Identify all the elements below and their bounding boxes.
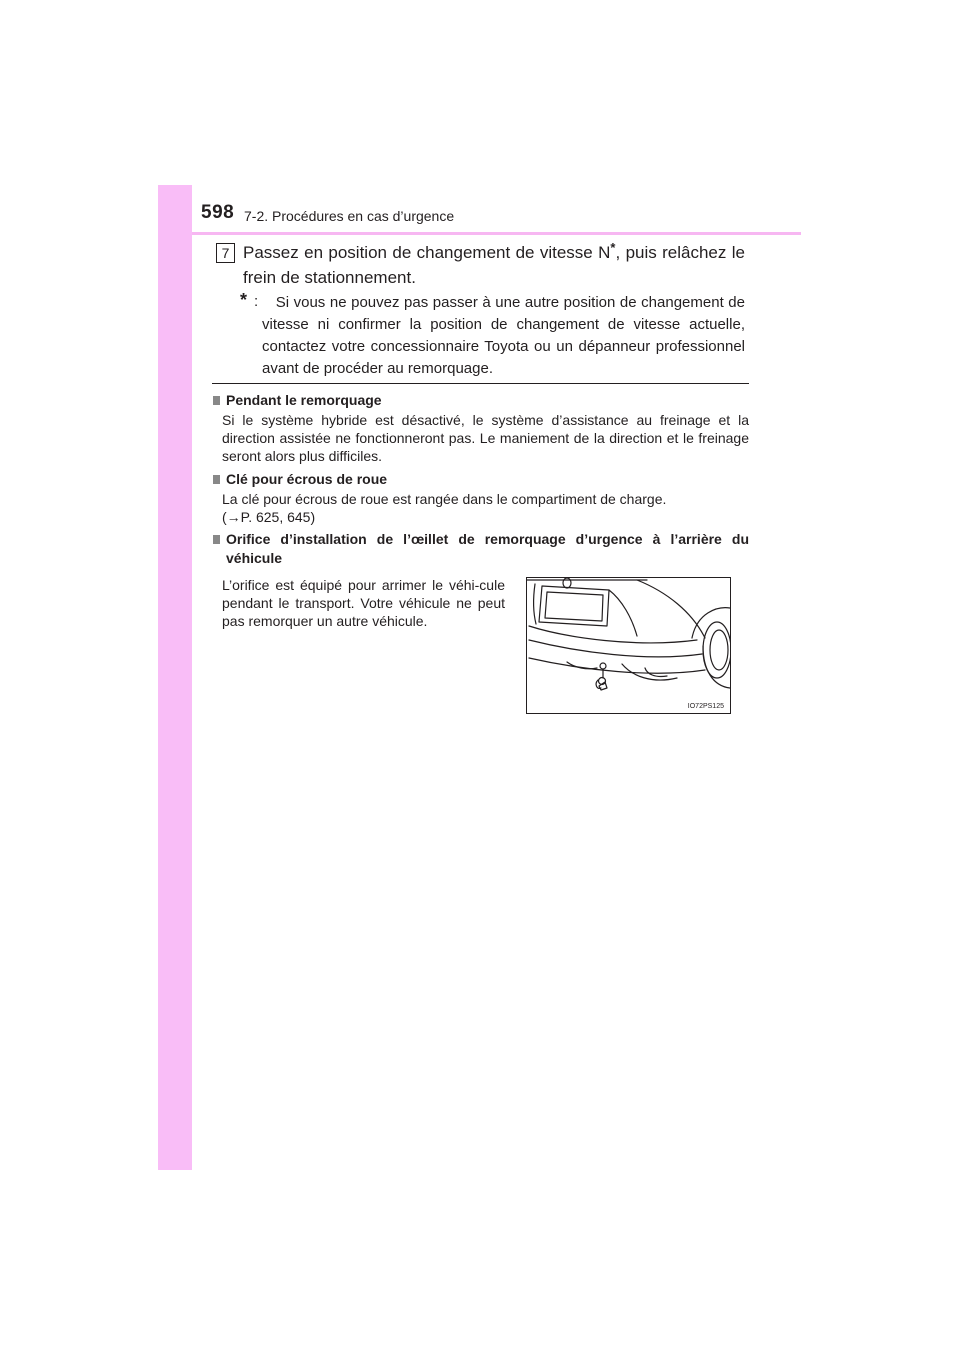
step-text-before: Passez en position de changement de vitesse N (243, 243, 611, 262)
note-wheel-wrench (211, 470, 749, 526)
car-rear-drawing (527, 578, 730, 713)
page-reference-link[interactable]: (→P. 625, 645) (222, 509, 316, 525)
footnote-text (262, 292, 745, 380)
note-heading (211, 530, 749, 568)
car-rear-towing-eyelet-illustration (526, 577, 731, 714)
section-title: 7-2. Procédures en cas d’urgence (244, 208, 455, 224)
note-title: Orifice d’installation de l’œillet de remorquage d’urgence à l’arrière du véhicule (226, 531, 749, 566)
page-number: 598 (201, 202, 235, 223)
note-towing (211, 391, 749, 465)
step-instruction (243, 240, 745, 290)
note-towing-eyelet (211, 530, 749, 568)
figure-code: IO72PS125 (687, 703, 724, 710)
note-body-text: La clé pour écrous de roue est rangée dans le compartiment de charge. (222, 491, 667, 507)
step-number-box: 7 (216, 243, 235, 263)
header-rule (192, 232, 801, 235)
footnote-body: Si vous ne pouvez pas passer à une autre position de changement de vitesse ni confirmer la position de changement de vitesse actuelle, contactez votre concessionnaire Toyota ou un dépanneur professionnel avant de procéder au remorquage. (262, 294, 745, 377)
square-bullet-icon (213, 475, 220, 484)
note-heading (211, 391, 749, 409)
note-body: L’orifice est équipé pour arrimer le véhi-cule pendant le transport. Votre véhicule ne peut pas remorquer un autre véhicule. (222, 577, 505, 629)
note-body: Si le système hybride est désactivé, le système d’assistance au freinage et la direction assistée ne fonctionneront pas. Le maniement de la direction et le freinage seront alors plus difficiles. (222, 412, 749, 464)
note-body (222, 490, 749, 526)
chapter-side-band (158, 185, 192, 1170)
footnote-star-marker: * (610, 240, 616, 255)
footnote-star: * (240, 290, 248, 310)
step-text-after: , puis relâchez le frein de stationnement. (243, 243, 745, 287)
section-divider (212, 383, 749, 384)
footnote-colon: : (254, 293, 259, 310)
note-title: Pendant le remorquage (226, 392, 382, 408)
note-heading (211, 470, 749, 488)
note-title: Clé pour écrous de roue (226, 471, 388, 487)
square-bullet-icon (213, 396, 220, 405)
square-bullet-icon (213, 535, 220, 544)
